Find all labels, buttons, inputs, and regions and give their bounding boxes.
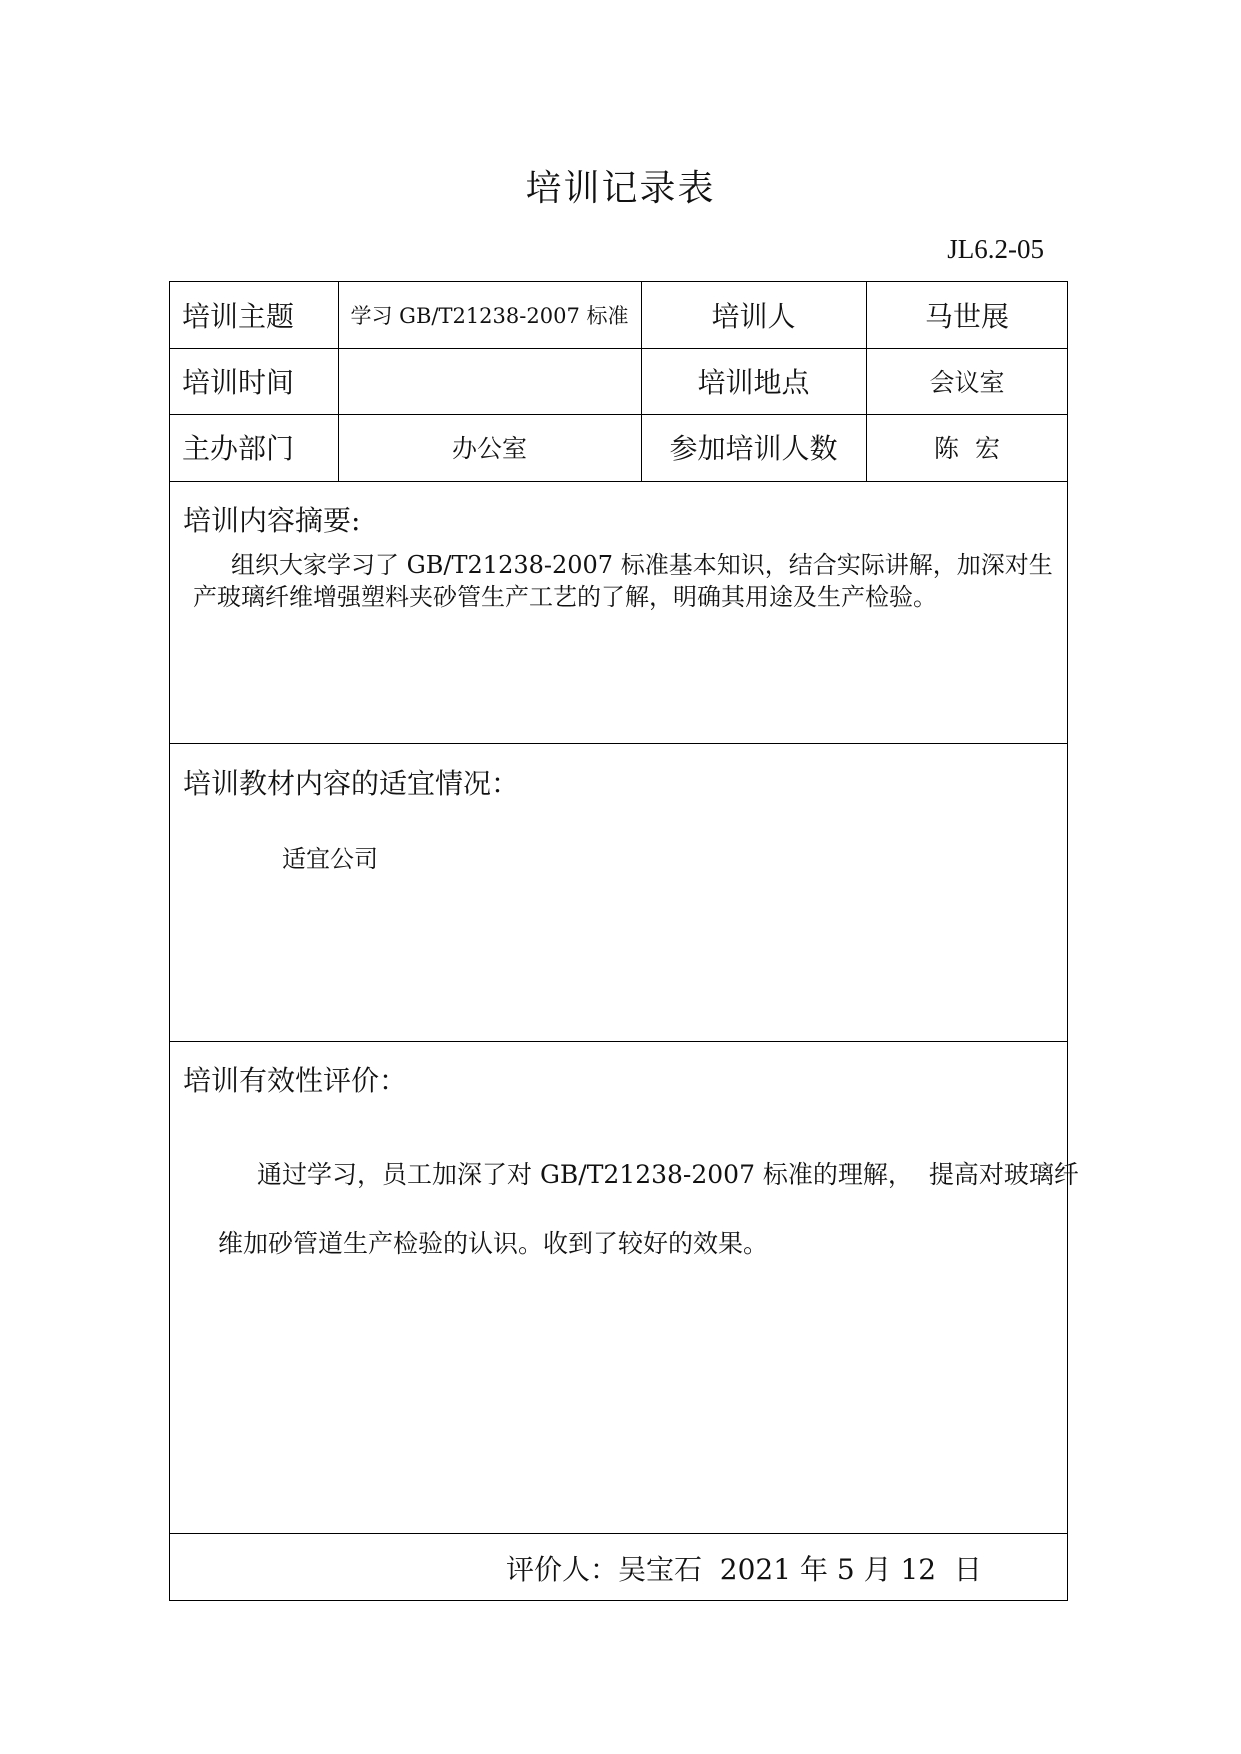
row-divider bbox=[169, 743, 1068, 744]
effectiveness-line-1: 通过学习，员工加深了对 GB/T21238-2007 标准的理解， 提高对玻璃纤 bbox=[257, 1160, 1079, 1189]
time-label: 培训时间 bbox=[182, 366, 295, 399]
department-label: 主办部门 bbox=[182, 432, 295, 465]
department-value: 办公室 bbox=[451, 434, 527, 463]
attendee-count-value: 陈 宏 bbox=[934, 434, 1000, 463]
time-value bbox=[338, 348, 641, 414]
row-divider bbox=[169, 481, 1068, 482]
location-label: 培训地点 bbox=[697, 366, 810, 399]
materials-label: 培训教材内容的适宜情况： bbox=[183, 767, 520, 800]
materials-text: 适宜公司 bbox=[282, 845, 378, 873]
effectiveness-line-2: 维加砂管道生产检验的认识。收到了较好的效果。 bbox=[218, 1229, 769, 1258]
evaluator-signature-line: 评价人：吴宝石 2021 年 5 月 12 日 bbox=[506, 1553, 982, 1586]
page-title: 培训记录表 bbox=[525, 168, 716, 209]
attendee-count-label: 参加培训人数 bbox=[669, 432, 838, 465]
row-divider bbox=[169, 1533, 1068, 1534]
summary-line-2: 产玻璃纤维增强塑料夹砂管生产工艺的了解，明确其用途及生产检验。 bbox=[193, 583, 937, 611]
document-code: JL6.2-05 bbox=[947, 234, 1044, 264]
trainer-label: 培训人 bbox=[711, 300, 796, 333]
trainer-value: 马世展 bbox=[924, 300, 1009, 333]
topic-value: 学习 GB/T21238-2007 标准 bbox=[350, 304, 629, 328]
row-divider bbox=[169, 1041, 1068, 1042]
location-value: 会议室 bbox=[929, 368, 1005, 397]
effectiveness-label: 培训有效性评价： bbox=[183, 1064, 408, 1097]
topic-label: 培训主题 bbox=[182, 300, 295, 333]
summary-line-1: 组织大家学习了 GB/T21238-2007 标准基本知识，结合实际讲解，加深对生 bbox=[231, 551, 1053, 579]
summary-label: 培训内容摘要: bbox=[183, 504, 361, 537]
